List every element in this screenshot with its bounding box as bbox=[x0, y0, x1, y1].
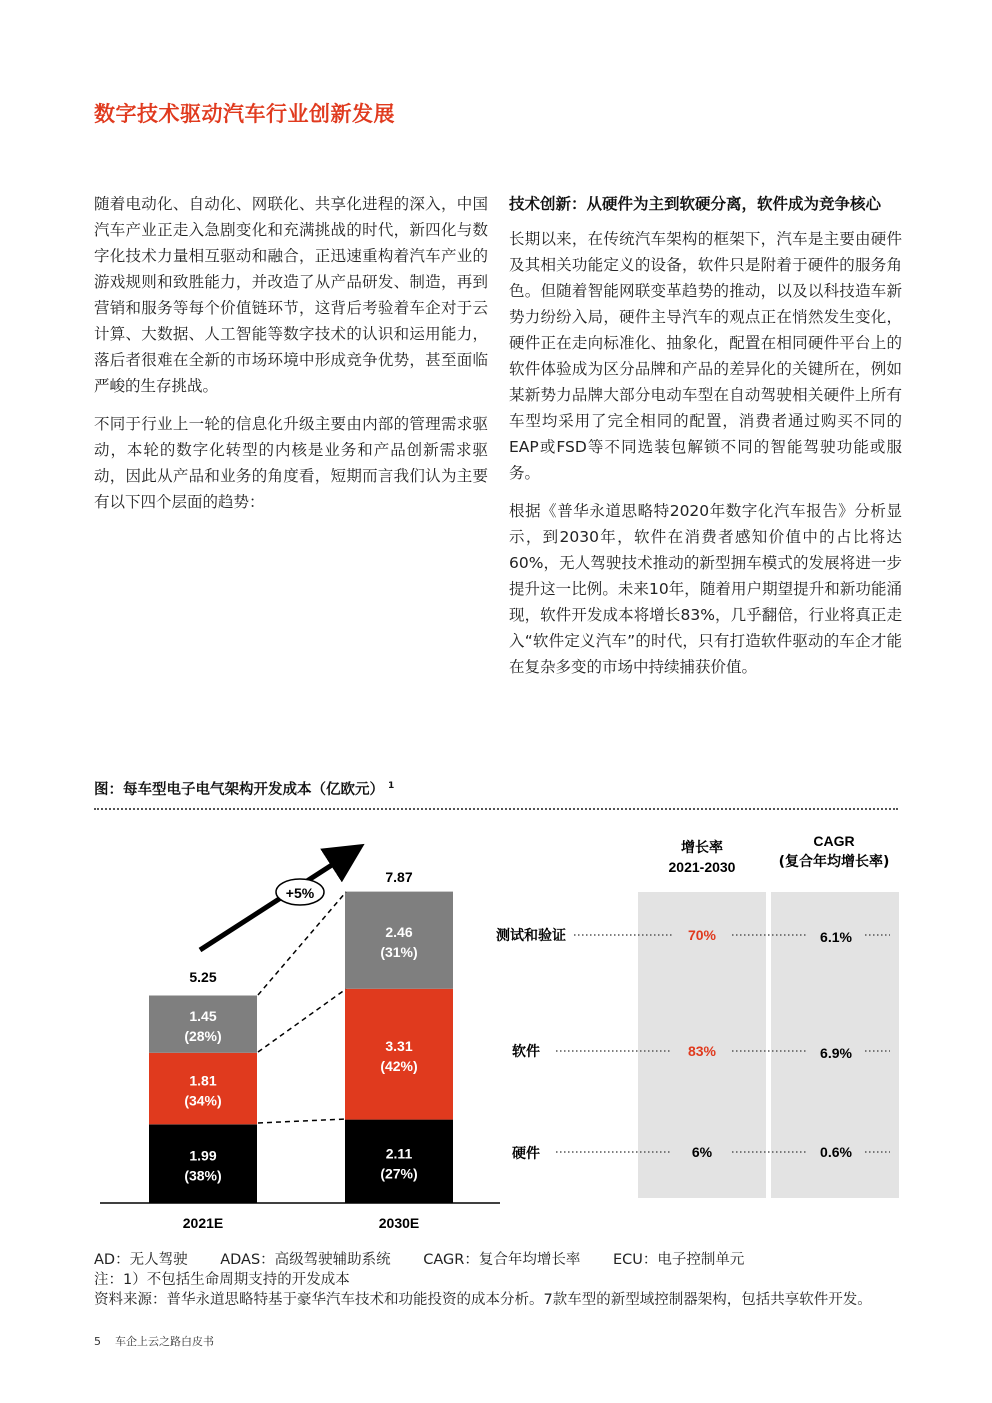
page-title: 数字技术驱动汽车行业创新发展 bbox=[94, 102, 395, 126]
bar-value-label-hardware-2021: 1.99 bbox=[189, 1147, 217, 1164]
page-number: 5 bbox=[94, 1335, 101, 1348]
publication-name: 车企上云之路白皮书 bbox=[115, 1335, 214, 1348]
left-paragraph-2: 不同于行业上一轮的信息化升级主要由内部的管理需求驱动，本轮的数字化转型的内核是业务和产品创新需求驱动，因此从产品和业务的角度看，短期而言我们认为主要有以下四个层面的趋势： bbox=[94, 415, 488, 511]
abbreviations bbox=[94, 1250, 904, 1270]
figure-footer bbox=[94, 1250, 904, 1310]
bar-share-label-software-2030: (42%) bbox=[380, 1058, 418, 1075]
growth-arrow bbox=[200, 852, 352, 950]
table-row bbox=[496, 927, 890, 945]
cagr-header-line2: (复合年均增长率) bbox=[778, 854, 890, 870]
bar-share-label-hardware-2030: (27%) bbox=[380, 1165, 418, 1182]
row-growth-testing: 70% bbox=[687, 927, 717, 943]
abbr-ad: AD：无人驾驶 bbox=[94, 1252, 188, 1268]
total-label-2021: 5.25 bbox=[189, 969, 217, 985]
table-row bbox=[512, 1043, 890, 1061]
bar-value-label-testing-2030: 2.46 bbox=[385, 924, 413, 941]
bars-group bbox=[149, 892, 453, 1203]
source-note: 资料来源：普华永道思略特基于豪华汽车技术和功能投资的成本分析。7款车型的新型域控制器架构，包括共享软件开发。 bbox=[94, 1292, 872, 1308]
category-label-2030: 2030E bbox=[378, 1215, 420, 1231]
page-footer bbox=[94, 1333, 214, 1349]
row-label-testing: 测试和验证 bbox=[496, 928, 566, 944]
table-row bbox=[512, 1144, 890, 1162]
row-cagr-testing: 6.1% bbox=[820, 929, 852, 945]
growth-header-line1: 增长率 bbox=[681, 840, 723, 856]
left-paragraph-1: 随着电动化、自动化、网联化、共享化进程的深入，中国汽车产业正走入急剧变化和充满挑战的时代，新四化与数字化技术力量相互驱动和融合，正迅速重构着汽车产业的游戏规则和致胜能力，并改造了从产品研发、制造，再到营销和服务等每个价值链环节，这背后考验着车企对于云计算、大数据、人工智能等数字技术的认识和运用能力，落后者很难在全新的市场环境中形成竞争优势，甚至面临严峻的生存挑战。 bbox=[94, 195, 488, 395]
section-heading: 技术创新：从硬件为主到软硬分离，软件成为竞争核心 bbox=[509, 195, 882, 213]
figure-title-text: 图：每车型电子电气架构开发成本（亿欧元） bbox=[94, 782, 384, 798]
row-growth-software: 83% bbox=[687, 1043, 717, 1059]
connector-hardware bbox=[258, 1119, 346, 1123]
cagr-header-line1: CAGR bbox=[813, 833, 855, 849]
total-label-2030: 7.87 bbox=[385, 869, 413, 885]
right-paragraph-1: 长期以来，在传统汽车架构的框架下，汽车是主要由硬件及其相关功能定义的设备，软件只是附着于硬件的服务角色。但随着智能网联变革趋势的推动，以及以科技造车新势力纷纷入局，硬件主导汽车的观点正在悄然发生变化，硬件正在走向标准化、抽象化，配置在相同硬件平台上的软件体验成为区分品牌和产品的差异化的关键所在，例如某新势力品牌大部分电动车型在自动驾驶相关硬件上所有车型均采用了完全相同的配置，消费者通过购买不同的EAP或FSD等不同选装包解锁不同的智能驾驶功能或服务。 bbox=[509, 230, 902, 482]
row-growth-hardware: 6% bbox=[691, 1144, 713, 1160]
footnote: 注：1）不包括生命周期支持的开发成本 bbox=[94, 1272, 350, 1288]
abbr-cagr: CAGR：复合年均增长率 bbox=[423, 1252, 581, 1268]
connector-software bbox=[258, 989, 346, 1052]
bar-share-label-software-2021: (34%) bbox=[184, 1092, 222, 1109]
bar-share-label-testing-2030: (31%) bbox=[380, 944, 418, 961]
abbr-adas: ADAS：高级驾驶辅助系统 bbox=[220, 1252, 391, 1268]
bar-value-label-testing-2021: 1.45 bbox=[189, 1008, 217, 1025]
bar-value-label-hardware-2030: 2.11 bbox=[385, 1145, 413, 1162]
category-label-2021: 2021E bbox=[182, 1215, 224, 1231]
growth-header-line2: 2021-2030 bbox=[668, 859, 736, 875]
bar-share-label-testing-2021: (28%) bbox=[184, 1028, 222, 1045]
bar-value-label-software-2030: 3.31 bbox=[385, 1038, 413, 1055]
footnote-mark: 1 bbox=[388, 781, 395, 792]
row-label-hardware: 硬件 bbox=[512, 1146, 540, 1162]
right-paragraph-2: 根据《普华永道思略特2020年数字化汽车报告》分析显示，到2030年，软件在消费者感知价值中的占比将达60%，无人驾驶技术推动的新型拥车模式的发展将进一步提升这一比例。未来10年，随着用户期望提升和新功能涌现，软件开发成本将增长83%，几乎翻倍，行业将真正走入“软件定义汽车”的时代，只有打造软件驱动的车企才能在复杂多变的市场中持续捕获价值。 bbox=[509, 502, 902, 676]
bar-value-label-software-2021: 1.81 bbox=[189, 1072, 217, 1089]
connector-total bbox=[258, 892, 346, 995]
row-label-software: 软件 bbox=[512, 1044, 540, 1060]
abbr-ecu: ECU：电子控制单元 bbox=[612, 1252, 745, 1268]
row-cagr-hardware: 0.6% bbox=[820, 1144, 852, 1160]
bar-share-label-hardware-2021: (38%) bbox=[184, 1167, 222, 1184]
row-cagr-software: 6.9% bbox=[820, 1045, 852, 1061]
growth-label: +5% bbox=[285, 885, 315, 901]
